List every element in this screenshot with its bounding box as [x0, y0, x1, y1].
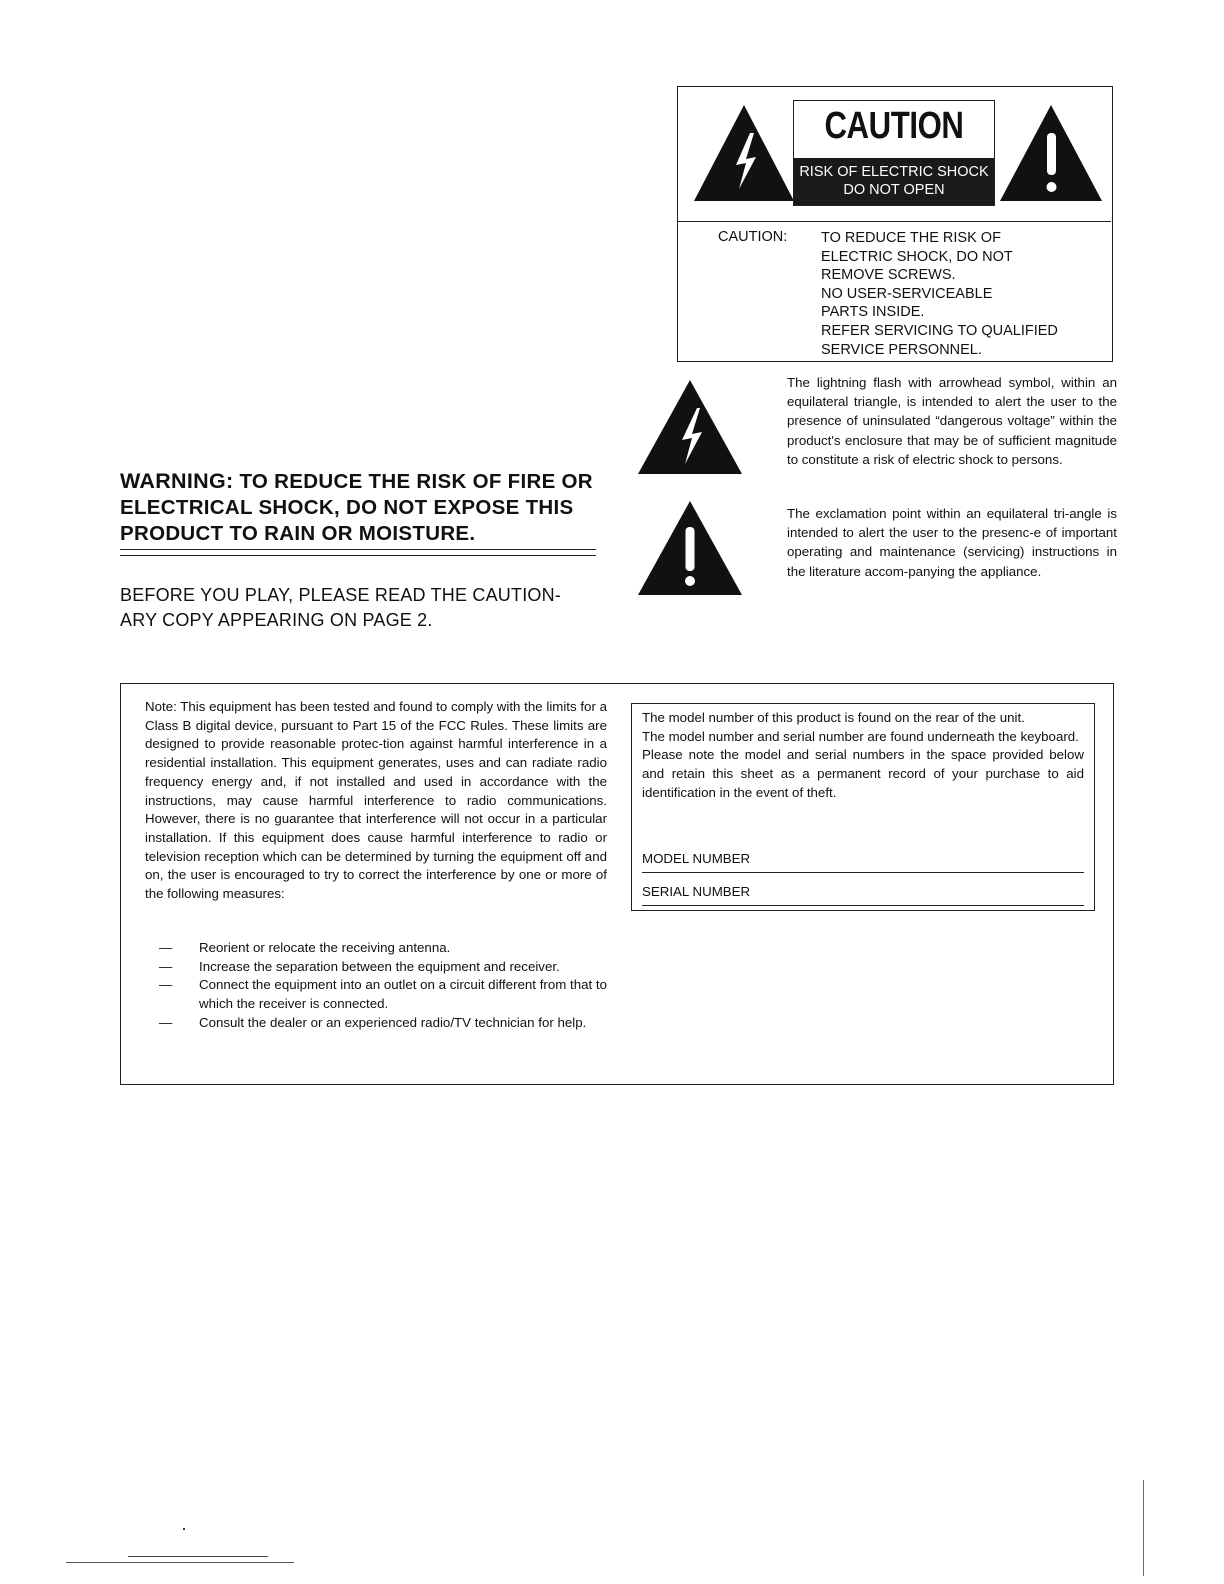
caution-text	[821, 229, 1101, 359]
warning-statement	[120, 468, 598, 547]
caution-label-panel	[793, 100, 995, 206]
exclamation-symbol-icon	[636, 499, 744, 597]
caution-line: NO USER-SERVICEABLE	[821, 285, 993, 302]
fcc-note: Note: This equipment has been tested and found to comply with the limits for a Class B digital device, pursuant to Part 15 of the FCC Rules. These limits are designed to provide reasonable protec-tion against harmful interference in a residential installation. This equipment generates, uses and can radiate radio frequency energy and, if not installed and used in accordance with the instructions, may cause harmful interference to radio communications. However, there is no guarantee that interference will not occur in a particular installation. If this equipment does cause harmful interference to radio or television reception which can be determined by turning the equipment off and on, the user is encouraged to try to correct the interference by one or more of the following measures:	[145, 699, 607, 902]
list-item: — Reorient or relocate the receiving antenna.	[159, 939, 607, 958]
before-play-notice: BEFORE YOU PLAY, PLEASE READ THE CAUTION-ARY COPY APPEARING ON PAGE 2.	[120, 585, 561, 630]
list-item: — Connect the equipment into an outlet on a circuit different from that to which the receiver is connected.	[159, 976, 607, 1013]
exclamation-description: The exclamation point within an equilateral tri-angle is intended to alert the user to the presenc-e of important operating and maintenance (servicing) instructions in the literature accom-panying the appliance.	[787, 506, 1117, 579]
caution-label: CAUTION:	[718, 229, 788, 245]
fcc-notice-box	[120, 683, 1114, 1085]
warning-rule	[120, 549, 596, 550]
lightning-symbol-icon	[636, 378, 744, 476]
caution-title: CAUTION	[824, 105, 964, 147]
serial-number-field[interactable]	[642, 905, 1084, 906]
scan-edge-mark	[1143, 1480, 1144, 1576]
caution-box	[677, 86, 1113, 362]
footer-rule	[128, 1556, 268, 1557]
scan-speck	[183, 1528, 185, 1530]
model-info-para: The model number and serial number are found underneath the keyboard.	[642, 728, 1079, 744]
warning-text: TO REDUCE THE RISK OF FIRE OR ELECTRICAL SHOCK, DO NOT EXPOSE THIS PRODUCT TO RAIN OR MOISTURE.	[120, 470, 593, 545]
caution-header	[678, 87, 1111, 222]
list-item: — Increase the separation between the equipment and receiver.	[159, 958, 607, 977]
caution-line: SERVICE PERSONNEL.	[821, 341, 982, 358]
warning-rule	[120, 555, 596, 556]
caution-band-line1: RISK OF ELECTRIC SHOCK	[799, 164, 989, 180]
warning-lead: WARNING:	[120, 469, 234, 493]
caution-line: REFER SERVICING TO QUALIFIED	[821, 322, 1058, 339]
caution-line: ELECTRIC SHOCK, DO NOT	[821, 248, 1013, 265]
list-item: — Consult the dealer or an experienced radio/TV technician for help.	[159, 1014, 607, 1033]
model-number-label: MODEL NUMBER	[642, 851, 751, 866]
model-number-field[interactable]	[642, 872, 1084, 873]
caution-band-line2: DO NOT OPEN	[843, 182, 945, 198]
caution-band	[794, 158, 994, 205]
footer-rule	[66, 1562, 294, 1563]
lightning-triangle-icon	[692, 103, 796, 203]
exclamation-triangle-icon	[998, 103, 1104, 203]
model-info-text	[642, 709, 1084, 803]
lightning-description: The lightning flash with arrowhead symbol, within an equilateral triangle, is intended to alert the user to the presence of uninsulated “dangerous voltage” within the product's enclosure that may be of sufficient magnitude to constitute a risk of electric shock to persons.	[787, 375, 1117, 467]
serial-number-label: SERIAL NUMBER	[642, 884, 751, 899]
caution-line: PARTS INSIDE.	[821, 304, 925, 321]
model-serial-box	[631, 703, 1095, 911]
fcc-measures-list	[159, 939, 607, 1033]
caution-line: REMOVE SCREWS.	[821, 267, 956, 284]
model-info-para: Please note the model and serial numbers in the space provided below and retain this sheet as a permanent record of your purchase to aid identification in the event of theft.	[642, 747, 1084, 800]
caution-line: TO REDUCE THE RISK OF	[821, 230, 1001, 246]
model-info-para: The model number of this product is found on the rear of the unit.	[642, 710, 1025, 725]
